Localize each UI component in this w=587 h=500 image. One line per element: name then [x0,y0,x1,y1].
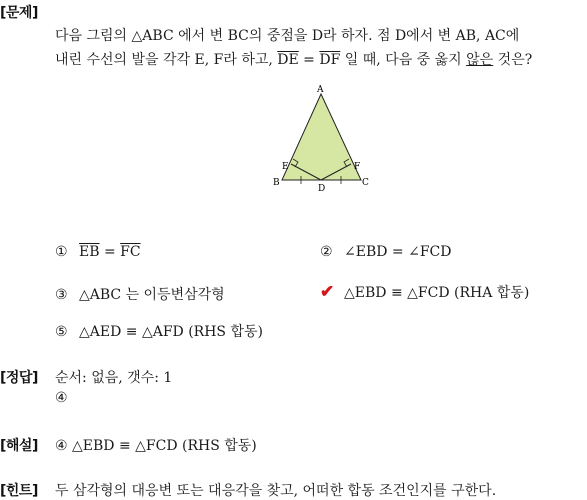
choice-5-text: △AED ≡ △AFD (RHS 합동) [79,324,263,340]
segment-fc: $\overline{FC}$ [120,244,141,260]
choice-1-equals: = [99,244,121,260]
question-line-2-a: 내린 수선의 발을 각각 E, F라 하고, [55,52,278,68]
equals-sign: = [298,52,320,68]
answer-line-1: 순서: 없음, 갯수: 1 [55,370,173,386]
choice-3-text: △ABC 는 이등변삼각형 [79,287,225,303]
answer-label: [정답] [0,370,38,386]
explanation-label: [해설] [0,438,38,454]
choice-2[interactable] [320,244,451,260]
answer-line-2: ④ [55,390,68,406]
vertex-c: C [362,178,369,188]
question-line-1: 다음 그림의 △ABC 에서 변 BC의 중점을 D라 하자. 점 D에서 변 AB, AC에 [55,28,520,44]
choice-5-number: ⑤ [55,324,68,340]
choice-3[interactable] [55,284,225,304]
choice-4[interactable] [320,282,529,302]
explanation-text: ④ △EBD ≡ △FCD (RHS 합동) [55,438,257,454]
underlined-not: 않은 [466,52,494,68]
triangle-abc [282,94,361,180]
choice-1-number: ① [55,244,68,260]
point-e: E [282,162,289,172]
point-d: D [318,184,326,194]
choice-4-text: △EBD ≡ △FCD (RHA 합동) [344,285,530,301]
choice-2-text: ∠EBD = ∠FCD [344,244,452,260]
choice-1[interactable] [55,244,141,260]
question-line-2-b: 일 때, 다음 중 옳지 [340,52,467,68]
checkmark-icon: ✔ [320,282,335,302]
vertex-a: A [317,85,324,95]
choice-5[interactable] [55,321,263,341]
vertex-b: B [273,178,280,188]
choice-2-number: ② [320,244,333,260]
segment-df: $\overline{DF}$ [319,52,341,68]
question-label: [문제] [0,5,38,21]
point-f: F [354,162,361,172]
triangle-figure [0,0,587,210]
hint-label: [힌트] [0,483,38,499]
segment-eb: $\overline{EB}$ [79,244,100,260]
choice-3-number: ③ [55,287,68,303]
hint-text: 두 삼각형의 대응변 또는 대응각을 찾고, 어떠한 합동 조건인지를 구한다. [55,483,497,499]
question-line-2-c: 것은? [493,52,533,68]
segment-de: $\overline{DE}$ [277,52,299,68]
